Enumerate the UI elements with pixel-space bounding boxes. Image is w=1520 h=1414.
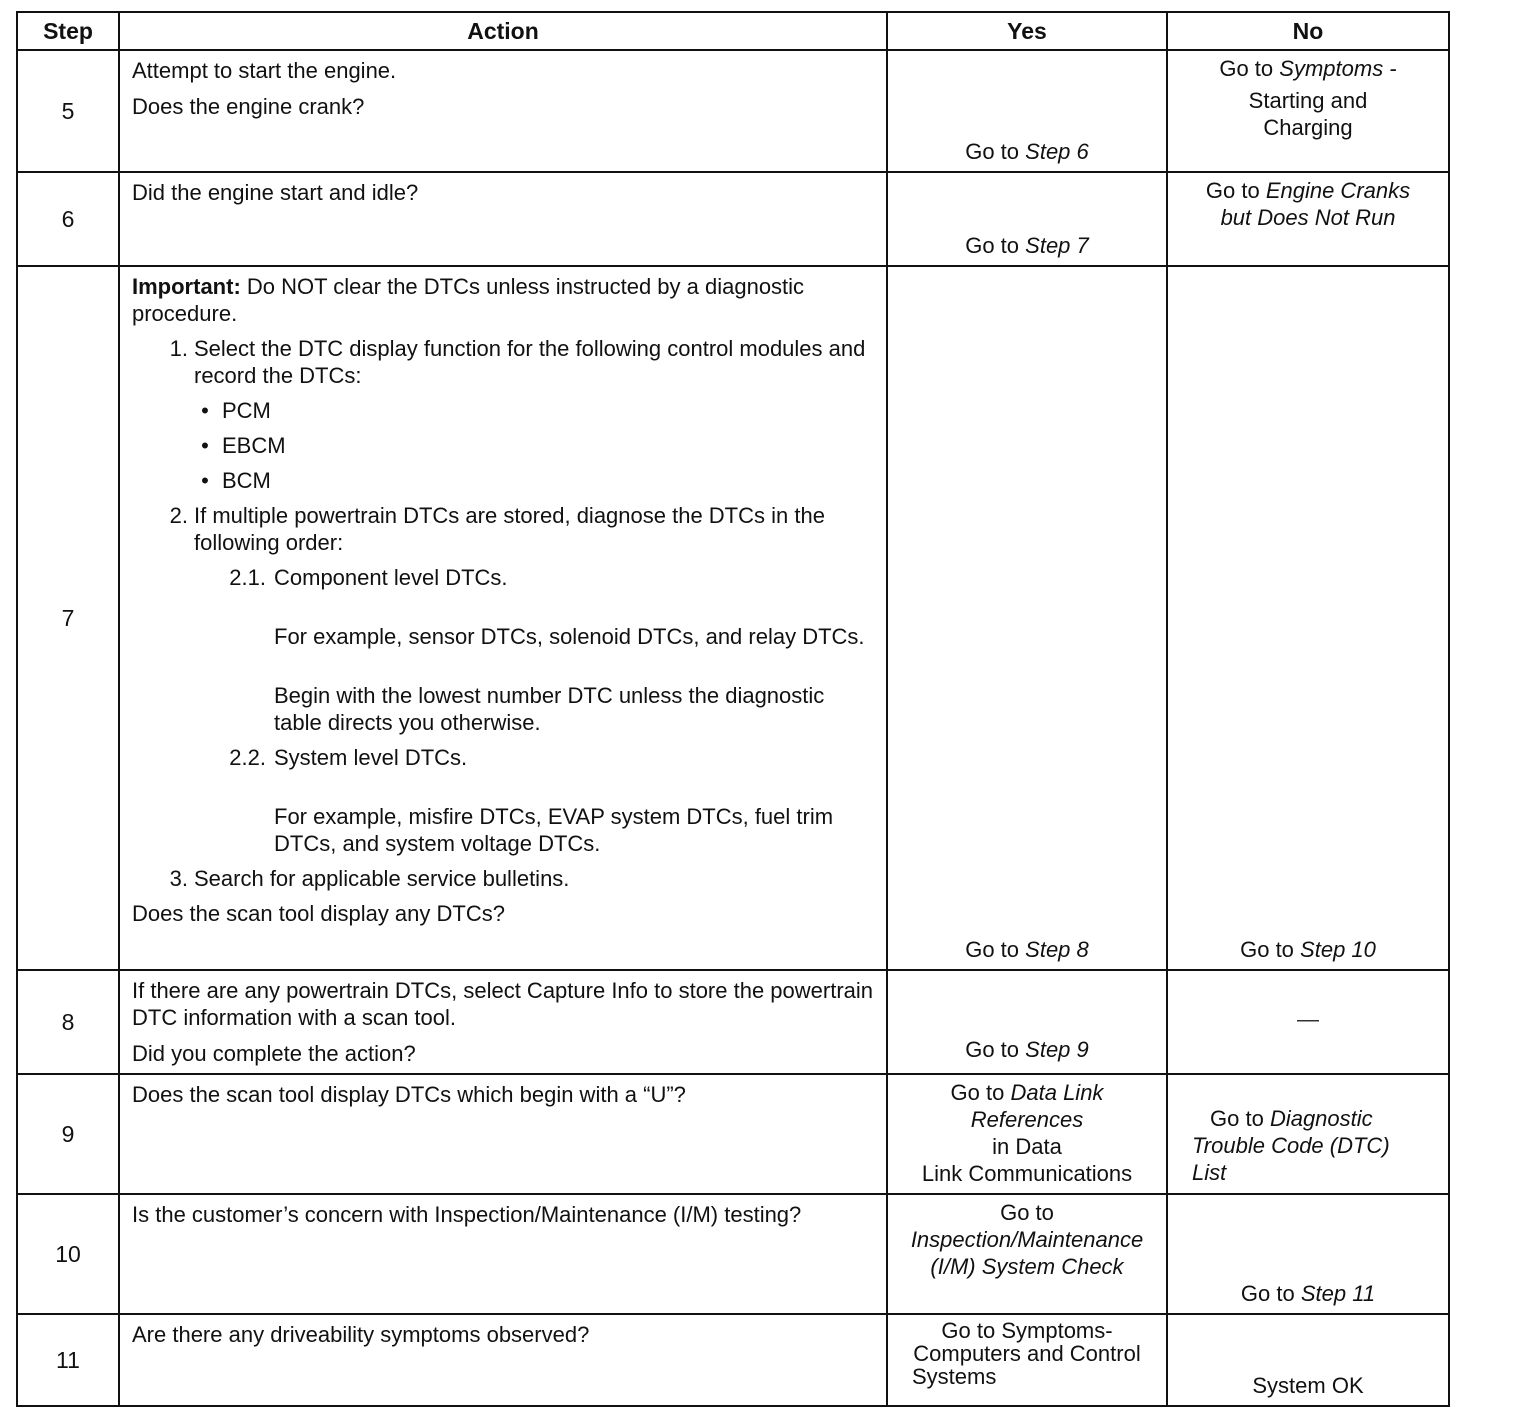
no-link[interactable]: Engine Cranks xyxy=(1265,178,1411,203)
action-cell xyxy=(119,1194,887,1314)
step-number: 9 xyxy=(17,1074,119,1194)
action-cell xyxy=(119,1314,887,1406)
yes-cell xyxy=(887,1314,1167,1406)
no-cell xyxy=(1167,1314,1449,1406)
action-question: Did the engine start and idle? xyxy=(132,180,419,205)
sub-list-text: Begin with the lowest number DTC unless the diagnostic table directs you otherwise. xyxy=(274,683,825,735)
no-link[interactable]: Step 11 xyxy=(1300,1281,1376,1306)
list-text: If multiple powertrain DTCs are stored, diagnose the DTCs in the following order: xyxy=(194,503,825,555)
no-cell xyxy=(1167,266,1449,970)
table-row xyxy=(17,1314,1449,1406)
no-cell xyxy=(1167,1194,1449,1314)
no-link[interactable]: Diagnostic xyxy=(1269,1106,1373,1131)
yes-link[interactable]: Step 7 xyxy=(1025,233,1089,258)
yes-cell xyxy=(887,266,1167,970)
table-row xyxy=(17,266,1449,970)
yes-link[interactable]: Inspection/Maintenance xyxy=(910,1227,1144,1252)
action-cell xyxy=(119,172,887,266)
bullet-item xyxy=(188,467,876,494)
step-number: 10 xyxy=(17,1194,119,1314)
action-text: Attempt to start the engine. xyxy=(132,58,397,83)
table-row xyxy=(17,1074,1449,1194)
bullet-item xyxy=(188,397,876,424)
step-number: 6 xyxy=(17,172,119,266)
yes-text: in Data xyxy=(992,1134,1062,1159)
action-question: Does the engine crank? xyxy=(132,94,365,119)
yes-link[interactable]: References xyxy=(970,1107,1084,1132)
action-text: If there are any powertrain DTCs, select Capture Info to store the powertrain DTC information with a scan tool. xyxy=(132,978,874,1030)
no-cell xyxy=(1167,1074,1449,1194)
yes-link[interactable]: Go to Symptoms- xyxy=(941,1318,1113,1343)
sub-list-text: Component level DTCs. xyxy=(274,565,508,590)
module-name: EBCM xyxy=(222,433,286,458)
important-label: Important: xyxy=(132,274,241,299)
list-item xyxy=(132,502,876,556)
yes-text: Link Communications xyxy=(921,1161,1133,1186)
yes-prefix: Go to xyxy=(950,1080,1005,1105)
yes-cell xyxy=(887,1194,1167,1314)
no-cell xyxy=(1167,50,1449,172)
sub-list-number: 2.1. xyxy=(229,565,266,590)
procedure-list xyxy=(132,335,876,892)
action-cell xyxy=(119,1074,887,1194)
no-link[interactable]: Trouble Code (DTC) xyxy=(1192,1133,1390,1158)
sub-list-text: System level DTCs. xyxy=(274,745,468,770)
header-no: No xyxy=(1167,12,1449,50)
no-prefix: Go to xyxy=(1210,1106,1264,1131)
action-question: Does the scan tool display DTCs which begin with a “U”? xyxy=(132,1082,686,1107)
module-name: BCM xyxy=(222,468,271,493)
bullet-item xyxy=(188,432,876,459)
list-item xyxy=(132,335,876,389)
no-link[interactable]: List xyxy=(1192,1160,1227,1185)
important-text: Do NOT clear the DTCs unless instructed by a diagnostic procedure. xyxy=(132,274,805,326)
list-item xyxy=(132,865,876,892)
no-prefix: Go to xyxy=(1219,56,1274,81)
bullet-icon: • xyxy=(201,468,209,493)
yes-link[interactable]: Step 8 xyxy=(1025,937,1089,962)
table-row xyxy=(17,970,1449,1074)
yes-prefix: Go to xyxy=(965,233,1020,258)
yes-link[interactable]: Step 6 xyxy=(1025,139,1089,164)
no-link[interactable]: Symptoms - xyxy=(1279,56,1397,81)
no-prefix: Go to xyxy=(1240,1281,1295,1306)
no-link[interactable]: but Does Not Run xyxy=(1220,205,1396,230)
yes-cell xyxy=(887,50,1167,172)
action-question: Did you complete the action? xyxy=(132,1041,416,1066)
no-cell xyxy=(1167,970,1449,1074)
action-question: Is the customer’s concern with Inspection/Maintenance (I/M) testing? xyxy=(132,1202,802,1227)
no-cell xyxy=(1167,172,1449,266)
sub-list-text: For example, misfire DTCs, EVAP system DTCs, fuel trim DTCs, and system voltage DTCs. xyxy=(274,804,834,856)
yes-cell xyxy=(887,1074,1167,1194)
list-number: 1. xyxy=(169,336,188,361)
yes-link[interactable]: Computers and Control xyxy=(913,1341,1141,1366)
sub-list-text: For example, sensor DTCs, solenoid DTCs, and relay DTCs. xyxy=(274,624,865,649)
bullet-icon: • xyxy=(201,433,209,458)
yes-cell xyxy=(887,970,1167,1074)
yes-prefix: Go to xyxy=(1000,1200,1054,1225)
diagnostic-table xyxy=(16,11,1450,1407)
table-row xyxy=(17,1194,1449,1314)
yes-cell xyxy=(887,172,1167,266)
no-text: — xyxy=(1297,1006,1319,1032)
step-number: 11 xyxy=(17,1314,119,1406)
no-prefix: Go to xyxy=(1205,178,1260,203)
no-link[interactable]: Step 10 xyxy=(1300,937,1376,962)
header-yes: Yes xyxy=(887,12,1167,50)
sub-list-number: 2.2. xyxy=(229,745,266,770)
header-row xyxy=(17,12,1449,50)
list-text: Search for applicable service bulletins. xyxy=(194,866,570,891)
list-number: 3. xyxy=(169,866,188,891)
no-text: Starting and xyxy=(1248,88,1368,113)
yes-link[interactable]: Systems xyxy=(912,1364,997,1389)
module-name: PCM xyxy=(222,398,271,423)
action-question: Are there any driveability symptoms observed? xyxy=(132,1322,590,1347)
yes-link[interactable]: Data Link xyxy=(1010,1080,1104,1105)
header-step: Step xyxy=(17,12,119,50)
action-question: Does the scan tool display any DTCs? xyxy=(132,901,505,926)
table-row xyxy=(17,172,1449,266)
no-prefix: Go to xyxy=(1240,937,1294,962)
yes-prefix: Go to xyxy=(965,139,1020,164)
step-number: 8 xyxy=(17,970,119,1074)
header-action: Action xyxy=(119,12,887,50)
no-text: Charging xyxy=(1263,115,1353,140)
bullet-icon: • xyxy=(201,398,209,423)
action-cell xyxy=(119,266,887,970)
action-cell xyxy=(119,970,887,1074)
sub-list-item xyxy=(188,744,876,857)
no-text: System OK xyxy=(1252,1373,1364,1398)
yes-link[interactable]: (I/M) System Check xyxy=(930,1254,1124,1279)
yes-prefix: Go to xyxy=(965,937,1020,962)
action-cell xyxy=(119,50,887,172)
list-text: Select the DTC display function for the following control modules and record the DTCs: xyxy=(194,336,866,388)
list-number: 2. xyxy=(169,503,188,528)
sub-list-item xyxy=(188,564,876,736)
step-number: 5 xyxy=(17,50,119,172)
yes-prefix: Go to xyxy=(965,1037,1020,1062)
table-row xyxy=(17,50,1449,172)
yes-link[interactable]: Step 9 xyxy=(1025,1037,1089,1062)
step-number: 7 xyxy=(17,266,119,970)
